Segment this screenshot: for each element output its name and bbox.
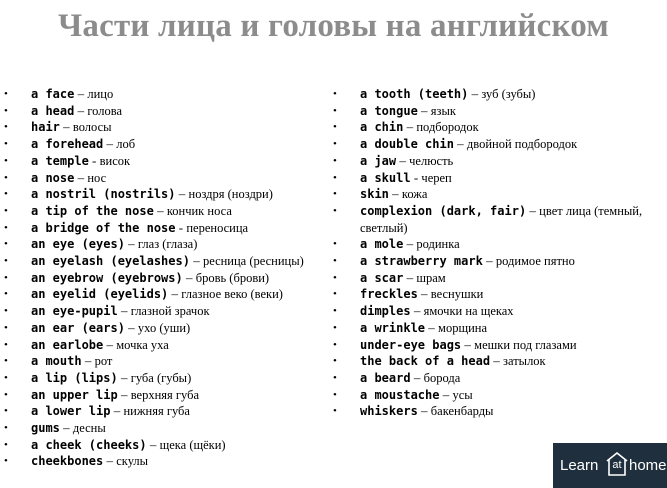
english-term: a cheek (cheeks)	[31, 437, 147, 452]
vocab-item	[4, 320, 329, 337]
english-term: under-eye bags	[360, 337, 462, 352]
vocab-item	[4, 86, 329, 103]
vocab-item	[4, 337, 329, 354]
vocab-item	[333, 253, 667, 270]
english-term: whiskers	[360, 404, 418, 419]
russian-translation: двойной подбородок	[466, 137, 578, 152]
vocab-item	[4, 119, 329, 136]
russian-translation: нос	[87, 170, 107, 185]
bullet-icon: •	[4, 455, 8, 468]
english-term: a forehead	[31, 137, 104, 152]
english-term: complexion (dark, fair)	[360, 203, 527, 218]
bullet-icon: •	[333, 238, 337, 251]
bullet-icon: •	[333, 154, 337, 167]
english-term: an eyelid (eyelids)	[31, 287, 169, 302]
dash-separator: –	[399, 152, 406, 168]
bullet-icon: •	[4, 355, 8, 368]
bullet-icon: •	[4, 255, 8, 268]
dash-separator: –	[171, 286, 179, 302]
dash-separator: –	[413, 303, 421, 319]
russian-translation: кончик носа	[166, 203, 232, 218]
bullet-icon: •	[4, 405, 8, 418]
bullet-icon: •	[4, 271, 8, 284]
vocab-item	[333, 337, 667, 354]
russian-translation: череп	[421, 170, 452, 185]
dash-separator: –	[406, 119, 414, 135]
english-term: a tip of the nose	[31, 203, 154, 218]
bullet-icon: •	[333, 188, 337, 201]
dash-separator: –	[63, 420, 70, 436]
dash-separator: –	[421, 403, 428, 419]
vocab-item	[333, 119, 667, 136]
dash-separator: –	[178, 186, 186, 202]
english-term: a face	[31, 87, 75, 101]
vocab-item	[4, 437, 329, 454]
russian-translation: подбородок	[416, 120, 479, 135]
vocab-list-right	[333, 86, 667, 420]
bullet-icon: •	[333, 138, 337, 151]
russian-translation: висок	[99, 153, 131, 168]
russian-translation: глазное веко (веки)	[181, 287, 283, 302]
vocab-item	[4, 236, 329, 253]
dash-separator: -	[92, 152, 97, 168]
russian-translation: борода	[423, 370, 461, 385]
russian-translation: нижняя губа	[123, 404, 190, 419]
bullet-icon: •	[333, 371, 337, 384]
bullet-icon: •	[4, 338, 8, 351]
english-term: a tooth (teeth)	[360, 87, 469, 101]
english-term: a chin	[360, 120, 404, 135]
russian-translation: ноздря (ноздри)	[188, 187, 273, 202]
vocab-list-left	[4, 86, 329, 470]
english-term: an earlobe	[31, 337, 104, 352]
vocab-item	[333, 387, 667, 404]
bullet-icon: •	[4, 422, 8, 435]
russian-translation: родимое пятно	[495, 254, 575, 269]
english-term: a lower lip	[31, 404, 111, 419]
vocab-item	[4, 453, 329, 470]
vocab-item	[333, 153, 667, 170]
vocab-item	[4, 387, 329, 404]
dash-separator: –	[421, 286, 428, 302]
dash-separator: –	[185, 269, 193, 285]
russian-translation: цвет лица (темный, светлый)	[360, 203, 643, 235]
bullet-icon: •	[333, 121, 337, 134]
russian-translation: ухо (уши)	[137, 320, 191, 335]
vocab-item	[333, 320, 667, 337]
vocab-item	[333, 86, 667, 103]
vocab-item	[333, 136, 667, 153]
bullet-icon: •	[333, 388, 337, 401]
russian-translation: глазной зрачок	[130, 304, 210, 319]
page-title: Части лица и головы на английском	[58, 8, 609, 44]
dash-separator: –	[149, 436, 157, 452]
bullet-icon: •	[333, 305, 337, 318]
dash-separator: –	[471, 86, 479, 101]
dash-separator: –	[406, 269, 414, 285]
vocab-item	[4, 370, 329, 387]
dash-separator: –	[442, 386, 450, 402]
english-term: a double chin	[360, 137, 454, 152]
vocab-item	[4, 286, 329, 303]
russian-translation: голова	[87, 103, 123, 118]
dash-separator: –	[464, 336, 471, 352]
russian-translation: бакенбарды	[430, 404, 494, 419]
english-term: a moustache	[360, 387, 440, 402]
english-term: a scar	[360, 270, 404, 285]
dash-separator: –	[529, 202, 536, 218]
vocab-item	[333, 403, 667, 420]
dash-separator: –	[63, 119, 70, 135]
english-term: a jaw	[360, 153, 397, 168]
russian-translation: зуб (зубы)	[481, 87, 536, 101]
english-term: a tongue	[360, 103, 418, 118]
russian-translation: верхняя губа	[130, 387, 200, 402]
logo-text-home: home	[629, 457, 667, 474]
vocab-item	[333, 103, 667, 120]
vocab-item	[4, 253, 329, 270]
vocab-item	[4, 420, 329, 437]
bullet-icon: •	[4, 138, 8, 151]
english-term: an ear (ears)	[31, 320, 125, 335]
bullet-icon: •	[333, 204, 337, 217]
vocab-item	[333, 353, 667, 370]
vocab-item	[4, 220, 329, 237]
bullet-icon: •	[4, 238, 8, 251]
russian-translation: ресница (ресницы)	[202, 254, 304, 269]
english-term: an eyelash (eyelashes)	[31, 254, 190, 269]
english-term: a strawberry mark	[360, 254, 483, 269]
logo-text-learn: Learn	[560, 457, 599, 474]
vocab-item	[4, 403, 329, 420]
russian-translation: скулы	[116, 454, 149, 469]
bullet-icon: •	[4, 204, 8, 217]
bullet-icon: •	[4, 88, 8, 100]
vocab-item	[333, 370, 667, 387]
dash-separator: –	[428, 319, 435, 335]
dash-separator: -	[178, 219, 184, 235]
bullet-icon: •	[4, 438, 8, 451]
bullet-icon: •	[333, 338, 337, 351]
russian-translation: шрам	[416, 270, 446, 285]
bullet-icon: •	[4, 154, 8, 167]
bullet-icon: •	[333, 171, 337, 184]
english-term: the back of a head	[360, 354, 491, 369]
dash-separator: –	[106, 336, 113, 352]
english-term: a mouth	[31, 354, 82, 369]
vocab-item	[333, 303, 667, 320]
vocab-item	[333, 286, 667, 303]
vocab-item	[333, 170, 667, 187]
bullet-icon: •	[4, 305, 8, 318]
dash-separator: –	[120, 303, 128, 319]
bullet-icon: •	[4, 188, 8, 201]
english-term: an eye-pupil	[31, 304, 118, 319]
english-term: a head	[31, 103, 75, 118]
russian-translation: переносица	[186, 220, 249, 235]
russian-translation: мочка уха	[116, 337, 169, 352]
vocab-item	[4, 136, 329, 153]
logo-text-at: at	[612, 459, 622, 471]
dash-separator: –	[128, 319, 135, 335]
english-term: an eye (eyes)	[31, 237, 125, 252]
vocab-item	[333, 186, 667, 203]
english-term: hair	[31, 120, 60, 135]
dash-separator: –	[421, 102, 428, 118]
russian-translation: губа (губы)	[130, 370, 192, 385]
dash-separator: –	[413, 369, 421, 385]
english-term: an upper lip	[31, 387, 118, 402]
bullet-icon: •	[4, 388, 8, 401]
russian-translation: щека (щёки)	[159, 437, 226, 452]
learnathome-logo	[553, 443, 667, 488]
english-term: a mole	[360, 237, 404, 252]
english-term: a nostril (nostrils)	[31, 187, 176, 202]
russian-translation: затылок	[503, 354, 546, 369]
russian-translation: рот	[94, 354, 113, 369]
english-term: cheekbones	[31, 454, 104, 469]
bullet-icon: •	[4, 321, 8, 334]
english-term: a beard	[360, 370, 411, 385]
vocab-item	[4, 270, 329, 287]
dash-separator: –	[106, 453, 113, 469]
dash-separator: –	[457, 136, 464, 152]
english-term: a nose	[31, 170, 75, 185]
english-term: skin	[360, 187, 389, 202]
bullet-icon: •	[333, 271, 337, 284]
dash-separator: –	[120, 386, 128, 402]
dash-separator: -	[413, 169, 419, 185]
english-term: a skull	[360, 170, 411, 185]
bullet-icon: •	[333, 355, 337, 368]
bullet-icon: •	[4, 221, 8, 234]
russian-translation: глаз (глаза)	[137, 237, 198, 252]
english-term: a bridge of the nose	[31, 220, 176, 235]
russian-translation: лоб	[116, 137, 136, 152]
russian-translation: мешки под глазами	[474, 337, 577, 352]
russian-translation: язык	[430, 103, 456, 118]
vocab-item	[4, 103, 329, 120]
english-term: an eyebrow (eyebrows)	[31, 270, 183, 285]
russian-translation: кожа	[401, 187, 428, 202]
english-term: gums	[31, 421, 60, 436]
vocab-item	[4, 203, 329, 220]
bullet-icon: •	[4, 371, 8, 384]
bullet-icon: •	[4, 288, 8, 301]
dash-separator: –	[113, 403, 121, 419]
dash-separator: –	[493, 353, 500, 369]
dash-separator: –	[392, 186, 399, 202]
dash-separator: –	[128, 236, 135, 252]
english-term: freckles	[360, 287, 418, 302]
dash-separator: –	[193, 253, 200, 269]
russian-translation: веснушки	[430, 287, 484, 302]
dash-separator: –	[486, 253, 493, 269]
english-term: dimples	[360, 304, 411, 319]
dash-separator: –	[157, 202, 164, 218]
russian-translation: десны	[72, 421, 106, 436]
english-term: a wrinkle	[360, 320, 426, 335]
dash-separator: –	[406, 236, 414, 252]
dash-separator: –	[77, 169, 85, 185]
dash-separator: –	[120, 369, 128, 385]
dash-separator: –	[77, 102, 85, 118]
english-term: a lip (lips)	[31, 370, 118, 385]
vocab-item	[4, 186, 329, 203]
dash-separator: –	[77, 86, 85, 101]
english-term: a temple	[31, 153, 89, 168]
bullet-icon: •	[333, 405, 337, 418]
vocab-item	[333, 270, 667, 287]
vocab-item	[333, 236, 667, 253]
bullet-icon: •	[333, 104, 337, 117]
russian-translation: усы	[452, 387, 473, 402]
bullet-icon: •	[4, 104, 8, 117]
bullet-icon: •	[4, 121, 8, 134]
russian-translation: челюсть	[409, 153, 454, 168]
vocab-item	[333, 203, 667, 236]
russian-translation: морщина	[438, 320, 487, 335]
bullet-icon: •	[333, 255, 337, 268]
vocab-item	[4, 303, 329, 320]
dash-separator: –	[106, 136, 113, 152]
bullet-icon: •	[333, 321, 337, 334]
russian-translation: лицо	[87, 87, 114, 101]
bullet-icon: •	[333, 88, 337, 100]
bullet-icon: •	[333, 288, 337, 301]
russian-translation: бровь (брови)	[195, 270, 270, 285]
vocab-item	[4, 170, 329, 187]
dash-separator: –	[84, 353, 92, 369]
vocab-item	[4, 353, 329, 370]
russian-translation: родинка	[416, 237, 460, 252]
vocab-item	[4, 153, 329, 170]
russian-translation: волосы	[72, 120, 112, 135]
russian-translation: ямочки на щеках	[423, 304, 514, 319]
bullet-icon: •	[4, 171, 8, 184]
